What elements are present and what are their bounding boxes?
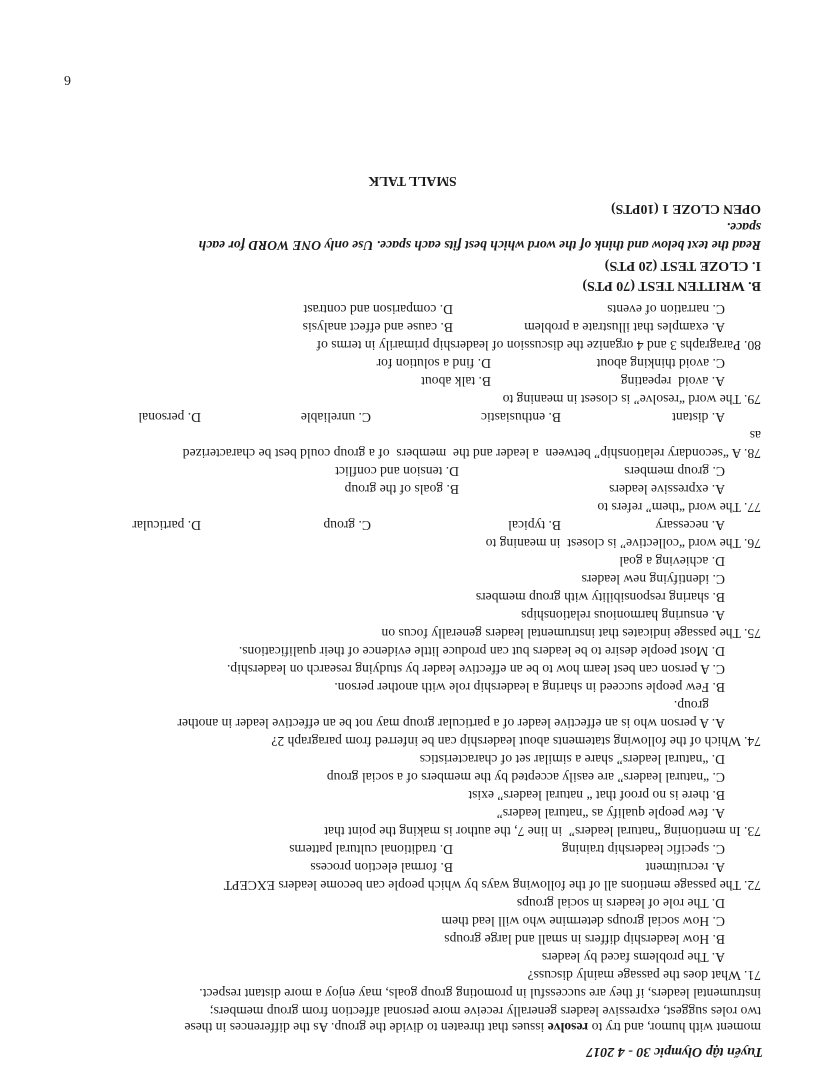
question-78-option-d: D. personal xyxy=(138,410,201,425)
question-73-stem: 73. In mentioning “natural leaders” in line 7, the author is making the point that xyxy=(324,824,761,839)
question-75-option-d: D. achieving a goal xyxy=(619,554,725,569)
question-80-stem: 80. Paragraphs 3 and 4 organize the discussion of leadership primarily in terms of xyxy=(316,338,761,353)
question-71-option-a: A. The problems faced by leaders xyxy=(541,950,725,965)
passage-keyword: resolve xyxy=(547,1020,589,1035)
instruction-line-1: Read the text below and think of the word which best fits each space. Use only ONE WORD for each xyxy=(198,238,761,253)
question-74-option-a: A. A person who is an effective leader of a particular group may not be an effective leader in another xyxy=(177,716,725,731)
question-76-option-c: C. group xyxy=(323,518,371,533)
question-75-option-a: A. ensuring harmonious relationships xyxy=(521,608,725,623)
question-79-option-b: B. talk about xyxy=(421,374,491,389)
question-71-stem: 71. What does the passage mainly discuss? xyxy=(527,968,761,983)
question-71-option-d: D. The role of leaders in social groups xyxy=(516,896,725,911)
question-78-option-b: B. enthusiastic xyxy=(480,410,561,425)
open-cloze-heading: OPEN CLOZE 1 (10PTS) xyxy=(611,202,761,217)
question-79-option-a: A. avoid repeating xyxy=(620,374,725,389)
question-79-option-c: C. avoid thinking about xyxy=(596,356,725,371)
question-74-stem: 74. Which of the following statements about leadership can be inferred from paragraph 2? xyxy=(271,734,761,749)
question-71-option-c: C. How social groups determine who will lead them xyxy=(441,914,725,929)
question-77-option-d: D. tension and conflict xyxy=(335,464,459,479)
passage-line-1: moment with humor, and try to resolve issues that threaten to divide the group. As the differences in these xyxy=(184,1020,761,1035)
question-77-option-a: A. expressive leaders xyxy=(609,482,725,497)
question-76-option-b: B. typical xyxy=(508,518,561,533)
question-72-option-a: A. recruitment xyxy=(645,860,725,875)
question-72-option-d: D. traditional cultural patterns xyxy=(289,842,453,857)
section-heading-written-test: B. WRITTEN TEST (70 PTS) xyxy=(582,278,761,293)
question-74-option-a-continued: group. xyxy=(673,698,709,713)
question-73-option-b: B. there is no proof that “ natural leaders” exist xyxy=(468,788,725,803)
question-77-option-b: B. goals of the group xyxy=(344,482,459,497)
question-76-option-d: D. particular xyxy=(132,518,201,533)
question-78-stem-continued: as xyxy=(749,428,761,443)
question-73-option-a: A. few people qualify as “natural leaders” xyxy=(496,806,725,821)
instruction-line-2: space. xyxy=(726,220,761,235)
question-71-option-b: B. How leadership differs in small and large groups xyxy=(444,932,725,947)
passage-line-2: two roles suggest, expressive leaders generally receive more personal affection from group members; xyxy=(209,1004,761,1019)
passage-line-3: instrumental leaders, if they are successful in promoting group goals, may enjoy a more distant respect. xyxy=(199,986,761,1001)
question-78-option-c: C. unreliable xyxy=(300,410,371,425)
section-heading-cloze-test: I. CLOZE TEST (20 PTS) xyxy=(604,258,761,273)
header-title: Tuyển tập Olympic 30 - 4 2017 xyxy=(586,1044,763,1059)
question-73-option-d: D. “natural leaders” share a similar set of characteristics xyxy=(419,752,725,767)
question-76-stem: 76. The word “collective” is closest in meaning to xyxy=(485,536,761,551)
question-76-option-a: A. necessary xyxy=(655,518,725,533)
question-77-option-c: C. group members xyxy=(624,464,725,479)
question-75-option-b: B. sharing responsibility with group members xyxy=(475,590,725,605)
question-80-option-a: A. examples that illustrate a problem xyxy=(524,320,725,335)
question-73-option-c: C. “natural leaders” are easily accepted by the members of a social group xyxy=(326,770,725,785)
page-number: 6 xyxy=(64,72,71,87)
question-75-stem: 75. The passage indicates that instrumental leaders generally focus on xyxy=(381,626,761,641)
question-74-option-c: C. A person can best learn how to be an effective leader by studying research on leadership. xyxy=(226,662,725,677)
question-80-option-d: D. comparison and contrast xyxy=(303,302,453,317)
question-78-stem: 78. A “secondary relationship” between a leader and the members of a group could best be characterized xyxy=(182,446,761,461)
question-74-option-d: D. Most people desire to be leaders but can produce little evidence of their qualifications. xyxy=(238,644,725,659)
question-78-option-a: A. distant xyxy=(672,410,725,425)
question-80-option-c: C. narration of events xyxy=(607,302,725,317)
question-72-option-c: C. specific leadership training xyxy=(561,842,725,857)
question-80-option-b: B. cause and effect analysis xyxy=(302,320,453,335)
question-72-stem: 72. The passage mentions all of the following ways by which people can become leaders EXCEPT xyxy=(223,878,761,893)
passage-title: SMALL TALK xyxy=(368,174,457,189)
question-77-stem: 77. The word “them” refers to xyxy=(597,500,761,515)
question-75-option-c: C. identifying new leaders xyxy=(581,572,725,587)
question-79-option-d: D. find a solution for xyxy=(376,356,491,371)
question-79-stem: 79. The word “resolve” is closest in meaning to xyxy=(502,392,761,407)
question-72-option-b: B. formal election process xyxy=(310,860,453,875)
question-74-option-b: B. Few people succeed in sharing a leadership role with another person. xyxy=(334,680,725,695)
